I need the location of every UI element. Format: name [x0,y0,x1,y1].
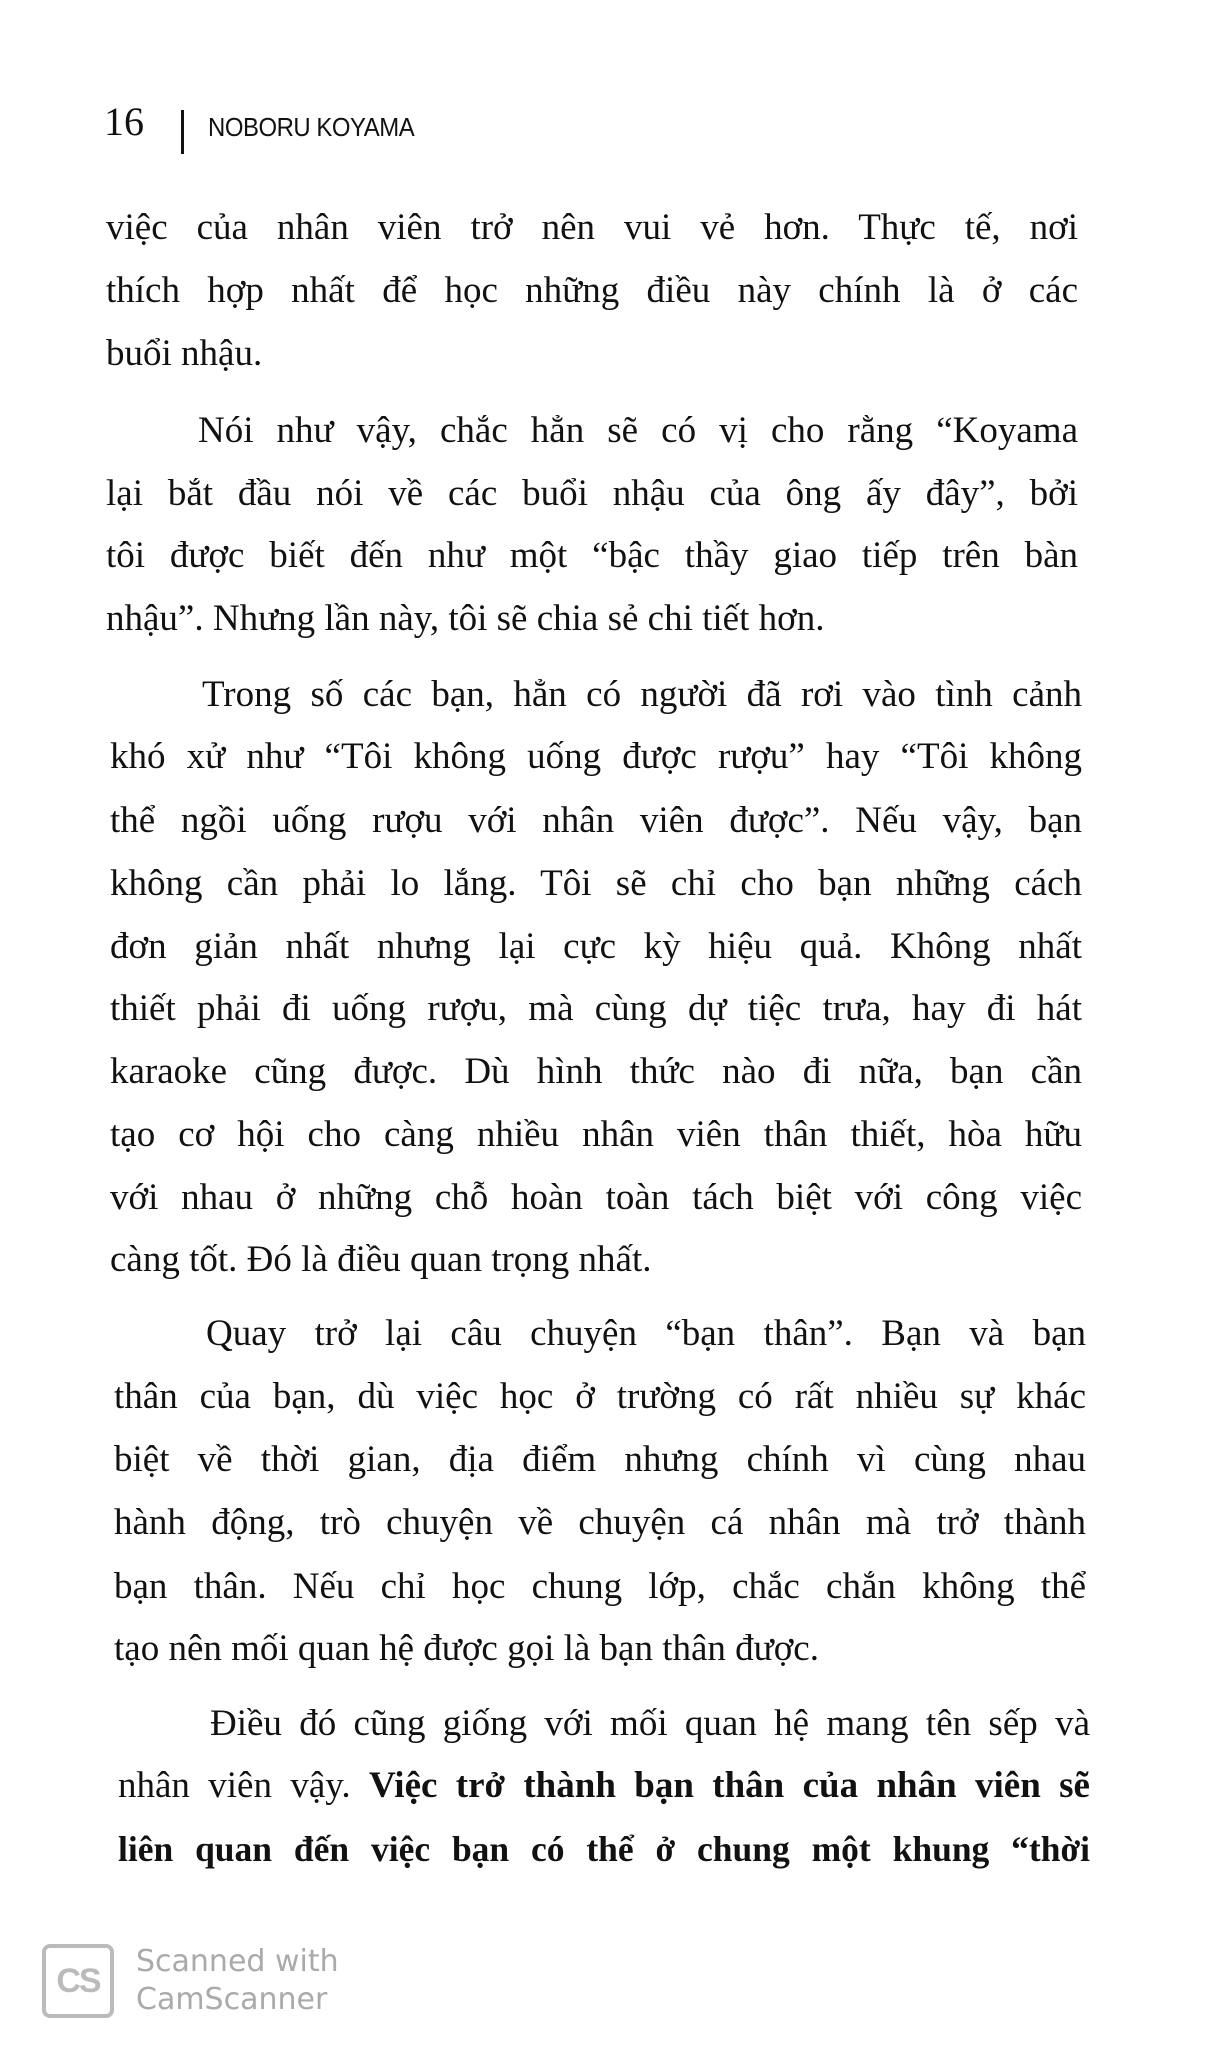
text-line-regular: thích hợp nhất để học những điều này chính là ở các [106,270,1078,311]
text-line-regular: nhân viên vậy. [118,1765,369,1806]
text-line-regular: hành động, trò chuyện về chuyện cá nhân mà trở thành [114,1502,1086,1543]
page-number: 16 [104,99,144,144]
text-line [114,1501,1086,1545]
text-line [110,1238,1082,1282]
text-line-regular: Nói như vậy, chắc hẳn sẽ có vị cho rằng “Koyama [198,410,1078,451]
text-line [110,925,1082,969]
text-line-bold: Việc trở thành bạn thân của nhân viên sẽ [368,1765,1090,1806]
text-line [110,673,1082,717]
text-line-regular: đơn giản nhất nhưng lại cực kỳ hiệu quả. Không nhất [110,926,1082,967]
text-line-regular: biệt về thời gian, địa điểm nhưng chính vì cùng nhau [114,1439,1086,1480]
text-line-regular: tôi được biết đến như một “bậc thầy giao tiếp trên bàn [106,535,1078,576]
text-line-regular: thân của bạn, dù việc học ở trường có rất nhiều sự khác [114,1376,1086,1417]
text-line [118,1827,1090,1871]
text-line-regular: nhậu”. Nhưng lần này, tôi sẽ chia sẻ chi tiết hơn. [106,598,825,639]
text-line [110,862,1082,906]
text-line [114,1312,1086,1356]
text-line-regular: không cần phải lo lắng. Tôi sẽ chỉ cho bạn những cách [110,863,1082,904]
text-line [110,735,1082,779]
text-line-regular: Quay trở lại câu chuyện “bạn thân”. Bạn và bạn [206,1313,1086,1354]
text-line-regular: thể ngồi uống rượu với nhân viên được”. Nếu vậy, bạn [110,800,1082,841]
camscanner-logo [42,1944,114,2018]
text-line [114,1375,1086,1419]
text-line [106,534,1078,578]
text-line [106,332,1078,376]
text-line-regular: thiết phải đi uống rượu, mà cùng dự tiệc trưa, hay đi hát [110,988,1082,1029]
text-line-regular: lại bắt đầu nói về các buổi nhậu của ông ấy đây”, bởi [106,473,1078,514]
text-line-regular: Trong số các bạn, hẳn có người đã rơi vào tình cảnh [202,674,1082,715]
running-head-author: NOBORU KOYAMA [208,112,415,142]
text-line [110,1050,1082,1094]
text-line [106,206,1078,250]
watermark-line-2: CamScanner [136,1982,328,2017]
header-divider [181,110,184,154]
text-line [110,799,1082,843]
text-line-regular: tạo cơ hội cho càng nhiều nhân viên thân thiết, hòa hữu [110,1114,1082,1155]
text-line-regular: càng tốt. Đó là điều quan trọng nhất. [110,1239,652,1280]
text-line-regular: tạo nên mối quan hệ được gọi là bạn thân được. [114,1628,819,1669]
text-line [106,409,1078,453]
text-line-regular: với nhau ở những chỗ hoàn toàn tách biệt với công việc [110,1177,1082,1218]
text-line [114,1438,1086,1482]
text-line-bold: liên quan đến việc bạn có thể ở chung một khung “thời [118,1829,1090,1869]
text-line-regular: việc của nhân viên trở nên vui vẻ hơn. Thực tế, nơi [106,207,1078,248]
text-line-regular: bạn thân. Nếu chỉ học chung lớp, chắc chắn không thể [114,1566,1086,1607]
text-line-regular: karaoke cũng được. Dù hình thức nào đi nữa, bạn cần [110,1051,1082,1092]
text-line [106,597,1078,641]
text-line [110,1113,1082,1157]
text-line-regular: Điều đó cũng giống với mối quan hệ mang tên sếp và [210,1703,1090,1744]
text-line [106,472,1078,516]
watermark-line-1: Scanned with [136,1944,339,1979]
text-line [118,1764,1090,1808]
text-line [110,1176,1082,1220]
camscanner-logo-text: CS [56,1961,100,2000]
text-line [118,1702,1090,1746]
text-line [114,1627,1086,1671]
text-line-regular: khó xử như “Tôi không uống được rượu” hay “Tôi không [110,736,1082,777]
text-line [114,1565,1086,1609]
text-line [106,269,1078,313]
text-line-regular: buổi nhậu. [106,333,263,374]
text-line [110,987,1082,1031]
